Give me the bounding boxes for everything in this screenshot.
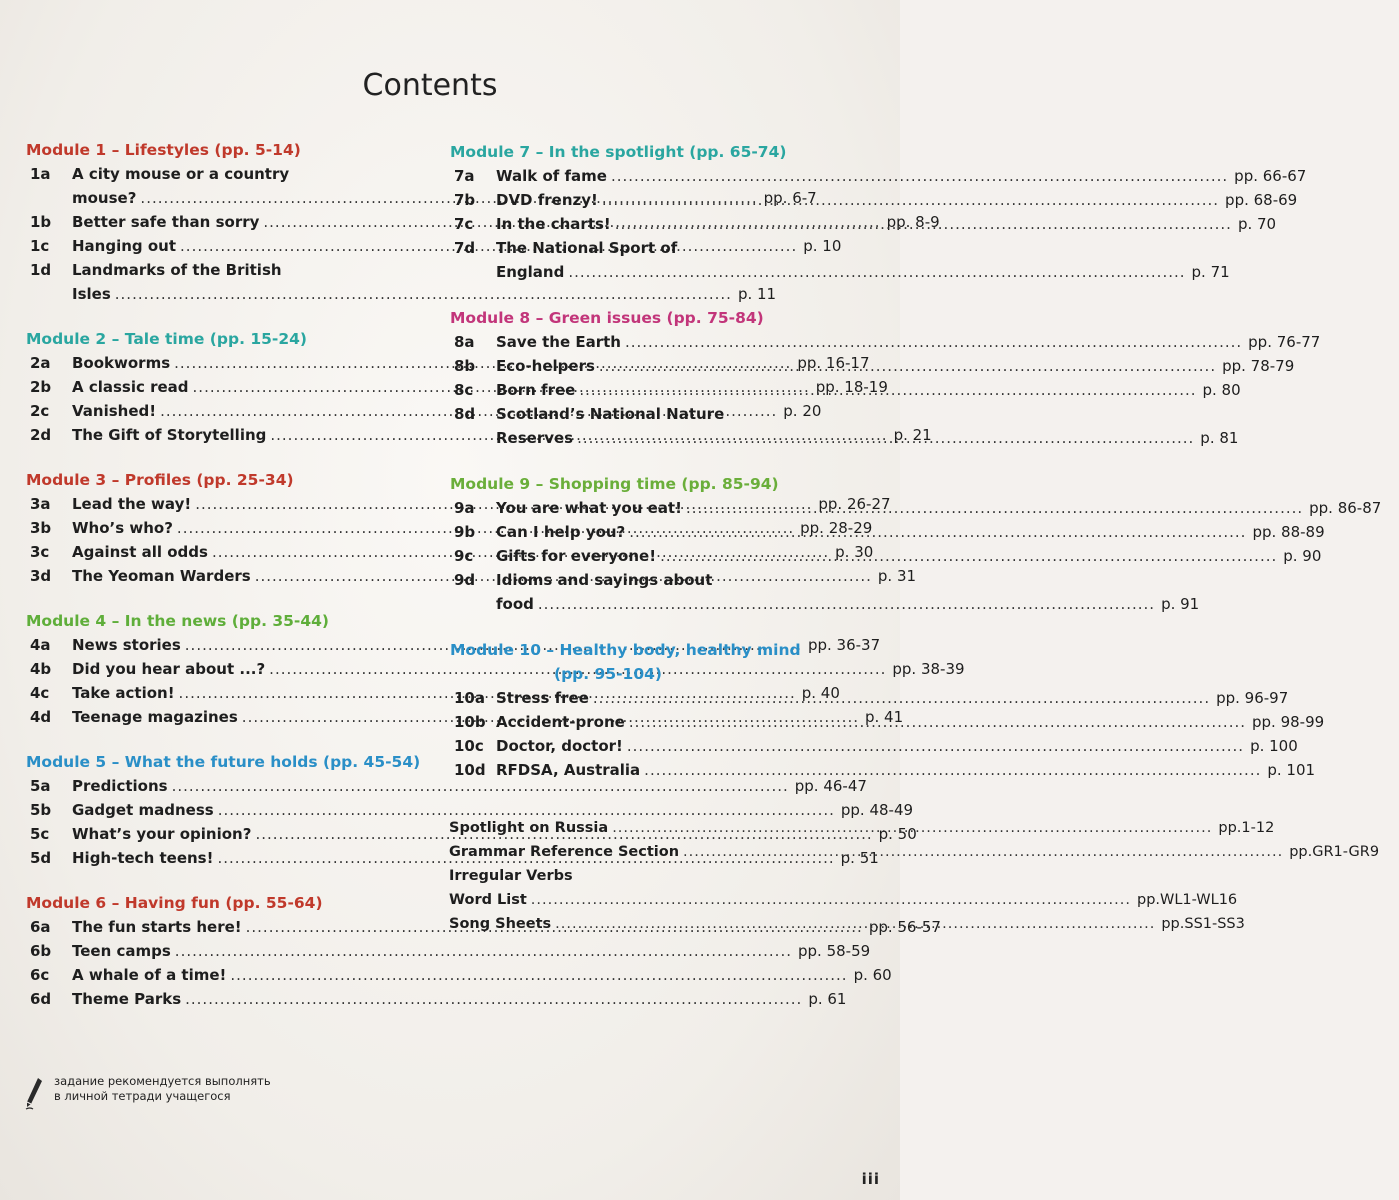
dot-leader <box>599 354 1216 378</box>
lesson-code: 10a <box>454 689 485 707</box>
entry-line <box>496 354 1298 378</box>
page-ref: pp. 38-39 <box>892 660 965 678</box>
dot-leader <box>230 963 847 987</box>
module-title[interactable]: Module 5 – What the future holds (pp. 45-54) <box>26 753 421 771</box>
lesson-code: 3d <box>30 567 52 585</box>
dot-leader <box>577 426 1194 450</box>
dot-leader <box>602 188 1219 212</box>
entry-title: You are what you eat! <box>496 499 682 517</box>
entry-line <box>496 330 1324 354</box>
page-ref: p. 91 <box>1161 595 1200 613</box>
page-ref: p. 11 <box>737 285 777 303</box>
page-ref: pp.WL1-WL16 <box>1136 892 1238 908</box>
entry-title: Teen camps <box>72 942 171 960</box>
page-ref: pp.1-12 <box>1218 820 1275 836</box>
entry-title: Grammar Reference Section <box>449 844 680 860</box>
entry-line <box>72 963 930 987</box>
page-ref: pp. 86-87 <box>1309 499 1382 517</box>
toc-entry[interactable] <box>450 236 1230 284</box>
entry-title: Vanished! <box>72 402 157 420</box>
entry-title-line <box>496 236 1268 260</box>
lesson-code: 7c <box>454 215 474 233</box>
entry-title: Teenage magazines <box>72 708 238 726</box>
toc-entry[interactable] <box>450 544 1322 568</box>
entry-title: Take action! <box>72 684 175 702</box>
toc-entry[interactable] <box>26 798 914 822</box>
page-ref: pp. 96-97 <box>1216 689 1289 707</box>
entry-title: Theme Parks <box>72 990 182 1008</box>
toc-entry[interactable] <box>450 378 1241 402</box>
entry-title: High-tech teens! <box>72 849 214 867</box>
page-ref: pp. 56-57 <box>868 918 941 936</box>
lesson-code: 1c <box>30 237 50 255</box>
dot-leader <box>612 816 1212 840</box>
entry-title: A classic read <box>72 378 189 396</box>
entry-body <box>496 378 1279 402</box>
entry-line <box>72 939 874 963</box>
lesson-code: 4d <box>30 708 52 726</box>
entry-title-part: Landmarks of the British <box>72 261 282 279</box>
lesson-code: 2c <box>30 402 50 420</box>
module-title[interactable]: Module 6 – Having fun (pp. 55-64) <box>26 894 323 912</box>
entry-title: The fun starts here! <box>72 918 242 936</box>
entry-line <box>496 188 1301 212</box>
entry-body <box>496 212 1314 236</box>
page-ref: pp. 36-37 <box>807 636 881 654</box>
entry-title: Gifts for everyone! <box>496 547 657 565</box>
dot-leader <box>538 592 1155 616</box>
entry-title: Hanging out <box>72 237 177 255</box>
entry-line <box>496 544 1359 568</box>
page-ref: p. 71 <box>1191 263 1230 281</box>
entry-line <box>496 592 1237 616</box>
toc-entry[interactable] <box>450 496 1382 520</box>
entry-title: Can I help you? <box>496 523 626 541</box>
page-ref: pp. 76-77 <box>1248 333 1321 351</box>
lesson-code: 5d <box>30 849 52 867</box>
page-number: iii <box>861 1170 880 1188</box>
lesson-code: 2a <box>30 354 51 372</box>
lesson-code: 9d <box>454 571 476 589</box>
page-ref: p. 81 <box>1200 429 1239 447</box>
module-title[interactable]: Module 4 – In the news (pp. 35-44) <box>26 612 330 630</box>
page-ref: pp. 66-67 <box>1234 167 1307 185</box>
lesson-code: 8c <box>454 381 474 399</box>
lesson-code: 3a <box>30 495 51 513</box>
dot-leader <box>629 520 1246 544</box>
entry-line <box>496 260 1268 284</box>
entry-title: RFDSA, Australia <box>496 761 641 779</box>
page-ref: p. 70 <box>1237 215 1277 233</box>
entry-body <box>72 939 874 963</box>
dot-leader <box>644 758 1261 782</box>
entry-title: Predictions <box>72 777 168 795</box>
dot-leader <box>625 330 1242 354</box>
entry-title: Stress free <box>496 689 589 707</box>
toc-entry[interactable] <box>450 520 1325 544</box>
entry-line <box>72 987 884 1011</box>
page-ref: pp. 46-47 <box>794 777 867 795</box>
page-ref: p. 41 <box>864 708 904 726</box>
module-title[interactable]: Module 2 – Tale time (pp. 15-24) <box>26 330 308 348</box>
lesson-code: 4a <box>30 636 51 654</box>
page-ref: p. 80 <box>1202 381 1241 399</box>
page-ref: p. 100 <box>1250 737 1298 755</box>
lesson-code: 1b <box>30 213 52 231</box>
entry-title: Spotlight on Russia <box>449 820 609 836</box>
module-title[interactable]: Module 8 – Green issues (pp. 75-84) <box>450 309 764 327</box>
lesson-code: 7a <box>454 167 475 185</box>
page-ref: p. 51 <box>840 849 879 867</box>
dot-leader <box>579 378 1196 402</box>
entry-title: News stories <box>72 636 181 654</box>
entry-title: Lead the way! <box>72 495 192 513</box>
dot-leader <box>683 840 1283 864</box>
entry-body <box>496 402 1276 450</box>
dot-leader <box>627 734 1244 758</box>
note-line-1: задание рекомендуется выполнять <box>54 1074 271 1088</box>
entry-title: Better safe than sorry <box>72 213 260 231</box>
entry-body <box>496 734 1326 758</box>
entry-body <box>496 568 1237 616</box>
toc-entry[interactable] <box>450 686 1289 710</box>
lesson-code: 9a <box>454 499 475 517</box>
lesson-code: 6c <box>30 966 50 984</box>
lesson-code: 10c <box>454 737 484 755</box>
lesson-code: 4b <box>30 660 52 678</box>
toc-entry[interactable] <box>450 164 1307 188</box>
entry-title: A whale of a time! <box>72 966 227 984</box>
lesson-code: 9c <box>454 547 474 565</box>
page-ref: pp. 8-9 <box>886 213 940 231</box>
lesson-code: 8a <box>454 333 475 351</box>
toc-entry[interactable] <box>26 963 892 987</box>
page-ref: pp. 58-59 <box>797 942 871 960</box>
entry-line <box>496 426 1276 450</box>
entry-title: food <box>496 595 534 613</box>
entry-title-line <box>449 864 849 888</box>
entry-body <box>72 987 884 1011</box>
page-ref: pp. 68-69 <box>1225 191 1298 209</box>
dot-leader <box>568 260 1185 284</box>
lesson-code: 1a <box>30 165 51 183</box>
page-ref: pp.GR1-GR9 <box>1289 844 1380 860</box>
entry-line <box>496 164 1310 188</box>
page-ref: p. 50 <box>878 825 917 843</box>
page-ref: pp. 16-17 <box>797 354 870 372</box>
page-ref: p. 61 <box>808 990 847 1008</box>
page-ref: pp. 78-79 <box>1222 357 1295 375</box>
entry-line <box>496 212 1314 236</box>
entry-title: Eco-helpers <box>496 357 595 375</box>
module-title[interactable]: Module 10 – Healthy body, healthy mind <box>450 641 801 659</box>
page-ref: p. 31 <box>877 567 917 585</box>
entry-line <box>496 686 1292 710</box>
lesson-code: 6b <box>30 942 52 960</box>
toc-entry[interactable] <box>450 330 1321 354</box>
module-title-pages: (pp. 95-104) <box>554 665 663 683</box>
entry-title: Word List <box>449 892 527 908</box>
lesson-code: 1d <box>30 261 52 279</box>
entry-line <box>496 734 1326 758</box>
page-ref: p. 90 <box>1283 547 1322 565</box>
lesson-code: 7b <box>454 191 476 209</box>
entry-title: England <box>496 263 565 281</box>
lesson-code: 6a <box>30 918 51 936</box>
entry-title: Who’s who? <box>72 519 173 537</box>
page-ref: p. 40 <box>801 684 840 702</box>
module-title[interactable]: Module 7 – In the spotlight (pp. 65-74) <box>450 143 787 161</box>
entry-body <box>496 544 1359 568</box>
entry-title: Gadget madness <box>72 801 214 819</box>
lesson-code: 2d <box>30 426 52 444</box>
extra-entry[interactable] <box>449 864 1238 912</box>
entry-title: Bookworms <box>72 354 171 372</box>
entry-body <box>496 758 1343 782</box>
lesson-code: 10d <box>454 761 486 779</box>
entry-body <box>496 330 1324 354</box>
toc-entry[interactable] <box>450 354 1295 378</box>
entry-title-part: A city mouse or a country <box>72 165 290 183</box>
page-ref: pp.SS1-SS3 <box>1161 916 1245 932</box>
toc-entry[interactable] <box>450 734 1298 758</box>
module-title[interactable]: Module 3 – Profiles (pp. 25-34) <box>26 471 294 489</box>
page-ref: pp. 26-27 <box>818 495 891 513</box>
note-text <box>54 1074 271 1104</box>
toc-entry[interactable] <box>26 939 871 963</box>
page-ref: p. 101 <box>1267 761 1316 779</box>
entry-title-part: The National Sport of <box>496 239 678 257</box>
page-ref: p. 60 <box>853 966 892 984</box>
entry-line <box>496 520 1328 544</box>
toc-entry[interactable] <box>450 758 1316 782</box>
entry-body <box>496 686 1292 710</box>
entry-title-part: Irregular Verbs <box>449 868 573 884</box>
entry-title-part: Idioms and sayings about <box>496 571 713 589</box>
entry-line <box>496 710 1328 734</box>
entry-body <box>496 520 1328 544</box>
lesson-code: 4c <box>30 684 50 702</box>
dot-leader <box>185 987 802 1011</box>
lesson-code: 9b <box>454 523 476 541</box>
dot-leader <box>660 544 1277 568</box>
entry-title: Song Sheets <box>449 916 552 932</box>
entry-body <box>496 188 1301 212</box>
lesson-code: 5c <box>30 825 50 843</box>
entry-body <box>496 236 1268 284</box>
page-ref: pp. 88-89 <box>1252 523 1325 541</box>
entry-title-part: Scotland’s National Nature <box>496 405 725 423</box>
toc-entry[interactable] <box>450 188 1298 212</box>
page-title: Contents <box>362 68 498 103</box>
entry-title: Reserves <box>496 429 574 447</box>
dot-leader <box>175 939 792 963</box>
entry-line <box>496 496 1385 520</box>
entry-body <box>496 496 1385 520</box>
lesson-code: 5b <box>30 801 52 819</box>
lesson-code: 5a <box>30 777 51 795</box>
entry-title: DVD frenzy! <box>496 191 598 209</box>
dot-leader <box>555 912 1155 936</box>
entry-title: Accident-prone <box>496 713 625 731</box>
lesson-code: 6d <box>30 990 52 1008</box>
entry-body <box>496 354 1298 378</box>
lesson-code: 8d <box>454 405 476 423</box>
lesson-code: 3c <box>30 543 50 561</box>
entry-title: What’s your opinion? <box>72 825 252 843</box>
page-ref: pp. 48-49 <box>840 801 914 819</box>
entry-title: mouse? <box>72 189 137 207</box>
page-ref: pp. 98-99 <box>1252 713 1325 731</box>
page-ref: p. 10 <box>803 237 842 255</box>
entry-body <box>496 710 1328 734</box>
entry-title: In the charts! <box>496 215 611 233</box>
module-title[interactable]: Module 1 – Lifestyles (pp. 5-14) <box>26 141 301 159</box>
entry-title: Save the Earth <box>496 333 621 351</box>
lesson-code: 8b <box>454 357 476 375</box>
entry-line <box>449 888 1238 912</box>
entry-title-line <box>496 402 1276 426</box>
entry-body <box>496 164 1310 188</box>
entry-line <box>496 378 1279 402</box>
toc-entry[interactable] <box>26 987 847 1011</box>
page-ref: pp. 18-19 <box>815 378 888 396</box>
dot-leader <box>611 164 1228 188</box>
dot-leader <box>629 710 1246 734</box>
entry-title: The Gift of Storytelling <box>72 426 267 444</box>
entry-title: The Yeoman Warders <box>72 567 251 585</box>
page-ref: p. 30 <box>835 543 874 561</box>
entry-body <box>72 963 930 987</box>
entry-title-line <box>496 568 1237 592</box>
entry-title: Walk of fame <box>496 167 607 185</box>
workbook-note <box>24 1074 271 1110</box>
dot-leader <box>686 496 1303 520</box>
entry-title: Did you hear about ...? <box>72 660 266 678</box>
lesson-code: 2b <box>30 378 52 396</box>
lesson-code: 10b <box>454 713 486 731</box>
entry-line <box>496 758 1343 782</box>
page-ref: pp. 6-7 <box>763 189 817 207</box>
entry-title: Born free <box>496 381 576 399</box>
page-ref: pp. 28-29 <box>800 519 873 537</box>
pen-icon <box>24 1076 44 1110</box>
dot-leader <box>615 212 1232 236</box>
dot-leader <box>593 686 1210 710</box>
dot-leader <box>531 888 1131 912</box>
module-title[interactable]: Module 9 – Shopping time (pp. 85-94) <box>450 475 779 493</box>
entry-title: Isles <box>72 285 111 303</box>
lesson-code: 3b <box>30 519 52 537</box>
page-ref: p. 20 <box>783 402 822 420</box>
page-ref: p. 21 <box>893 426 932 444</box>
toc-entry[interactable] <box>26 774 867 798</box>
lesson-code: 7d <box>454 239 476 257</box>
note-line-2: в личной тетради учащегося <box>54 1089 231 1103</box>
entry-title: Doctor, doctor! <box>496 737 623 755</box>
entry-title: Against all odds <box>72 543 208 561</box>
